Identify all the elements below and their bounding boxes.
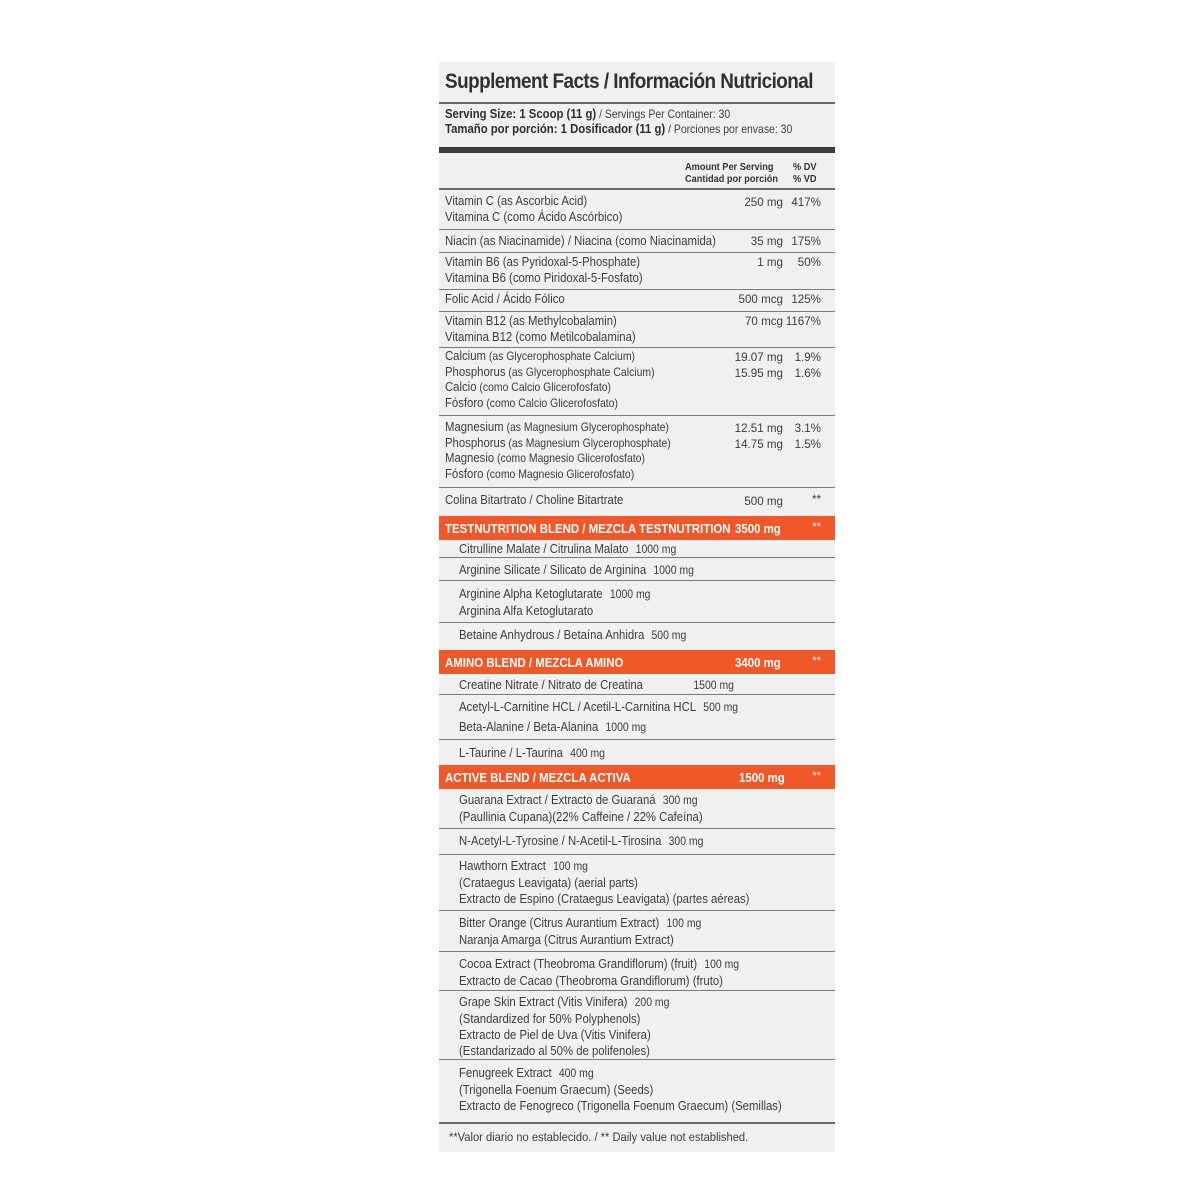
vitamin-b12-amount: 70 mcg <box>744 315 783 328</box>
folic-acid-dv: 125% <box>791 293 821 306</box>
nutrient-choline: Colina Bitartrato / Choline Bitartrate <box>445 493 624 507</box>
phosphorus-mg-amount: 14.75 mg <box>734 438 783 451</box>
nutrient-vitamin-b6: Vitamin B6 (as Pyridoxal-5-Phosphate) Vitamina B6 (como Piridoxal-5-Fosfato) <box>445 255 643 285</box>
phosphorus-mg-dv: 1.5% <box>794 438 821 451</box>
divider <box>439 102 835 104</box>
divider <box>439 289 835 290</box>
panel-title: Supplement Facts / Información Nutricional <box>445 70 813 93</box>
ingredient-hawthorn: Hawthorn Extract 100 mg (Crataegus Leavigata) (aerial parts) Extracto de Espino (Crataegus Leavigata) (partes aéreas) <box>459 859 750 906</box>
divider <box>439 252 835 253</box>
serving-size-en: Serving Size: 1 Scoop (11 g) / Servings Per Container: 30 <box>445 107 731 121</box>
ingredient-cocoa: Cocoa Extract (Theobroma Grandiflorum) (fruit) 100 mg Extracto de Cacao (Theobroma Grandiflorum) (fruto) <box>459 957 740 988</box>
supplement-facts-panel <box>439 62 835 1152</box>
calcium-dv: 1.9% <box>794 351 821 364</box>
divider <box>439 1122 835 1124</box>
calcium-amount: 19.07 mg <box>734 351 783 364</box>
ingredient-acetyl-l-carnitine: Acetyl-L-Carnitine HCL / Acetil-L-Carnitina HCL 500 mg <box>459 700 739 714</box>
divider <box>439 557 835 558</box>
divider <box>439 311 835 312</box>
choline-amount: 500 mg <box>744 495 783 508</box>
vitamin-b12-dv: 1167% <box>785 315 821 328</box>
divider <box>439 990 835 991</box>
nutrient-vitamin-c: Vitamin C (as Ascorbic Acid) Vitamina C (como Ácido Ascórbico) <box>445 194 623 224</box>
ingredient-citrulline: Citrulline Malate / Citrulina Malato 1000 mg <box>459 542 677 556</box>
ingredient-creatine-nitrate: Creatine Nitrate / Nitrato de Creatina 1500 mg <box>459 678 734 692</box>
phosphorus-ca-amount: 15.95 mg <box>734 367 783 380</box>
ingredient-grape-skin: Grape Skin Extract (Vitis Vinifera) 200 mg (Standardized for 50% Polyphenols) Extracto de Piel de Uva (Vitis Vinifera) (Estandarizado al 50% de polifenoles) <box>459 995 670 1058</box>
divider <box>439 910 835 911</box>
ingredient-n-acetyl-l-tyrosine: N-Acetyl-L-Tyrosine / N-Acetil-L-Tirosina 300 mg <box>459 834 704 848</box>
vitamin-c-dv: 417% <box>791 196 821 209</box>
vitamin-b6-dv: 50% <box>797 256 821 269</box>
ingredient-arginine-silicate: Arginine Silicate / Silicato de Arginina 1000 mg <box>459 563 694 577</box>
nutrient-niacin: Niacin (as Niacinamide) / Niacina (como Niacinamida) <box>445 234 716 248</box>
divider <box>439 1059 835 1060</box>
divider <box>439 580 835 581</box>
nutrient-magnesium-phosphorus: Magnesium (as Magnesium Glycerophosphate) Phosphorus (as Magnesium Glycerophosphate) Magnesio (como Magnesio Glicerofosfato) Fósforo (como Magnesio Glicerofosfato) <box>445 420 671 481</box>
phosphorus-ca-dv: 1.6% <box>794 367 821 380</box>
magnesium-amount: 12.51 mg <box>734 422 783 435</box>
niacin-dv: 175% <box>791 235 821 248</box>
ingredient-guarana: Guarana Extract / Extracto de Guaraná 300 mg (Paullinia Cupana)(22% Caffeine / 22% Cafeína) <box>459 793 703 824</box>
divider <box>439 854 835 855</box>
nutrient-vitamin-b12: Vitamin B12 (as Methylcobalamin) Vitamina B12 (como Metilcobalamina) <box>445 314 636 344</box>
amount-header: Amount Per Serving Cantidad por porción <box>685 162 779 185</box>
thick-divider <box>439 147 835 153</box>
ingredient-fenugreek: Fenugreek Extract 400 mg (Trigonella Foenum Graecum) (Seeds) Extracto de Fenogreco (Trigonella Foenum Graecum) (Semillas) <box>459 1066 782 1113</box>
ingredient-arginine-akg: Arginine Alpha Ketoglutarate 1000 mg Arginina Alfa Ketoglutarato <box>459 587 651 618</box>
niacin-amount: 35 mg <box>750 235 783 248</box>
divider <box>439 347 835 348</box>
divider <box>439 188 835 190</box>
vitamin-b6-amount: 1 mg <box>757 256 783 269</box>
ingredient-l-taurine: L-Taurine / L-Taurina 400 mg <box>459 746 605 760</box>
divider <box>439 694 835 695</box>
divider <box>439 415 835 416</box>
ingredient-bitter-orange: Bitter Orange (Citrus Aurantium Extract) 100 mg Naranja Amarga (Citrus Aurantium Extract) <box>459 916 702 947</box>
folic-acid-amount: 500 mcg <box>738 293 783 306</box>
blend-header-active: ACTIVE BLEND / MEZCLA ACTIVA 1500 mg ** <box>439 765 835 789</box>
blend-header-testnutrition: TESTNUTRITION BLEND / MEZCLA TESTNUTRITION 3500 mg ** <box>439 516 835 540</box>
divider <box>439 739 835 740</box>
divider <box>439 828 835 829</box>
divider <box>439 229 835 230</box>
choline-dv: ** <box>811 493 821 506</box>
ingredient-betaine: Betaine Anhydrous / Betaína Anhidra 500 mg <box>459 628 687 642</box>
magnesium-dv: 3.1% <box>794 422 821 435</box>
divider <box>439 622 835 623</box>
serving-size-es: Tamaño por porción: 1 Dosificador (11 g) / Porciones por envase: 30 <box>445 122 793 136</box>
ingredient-beta-alanine: Beta-Alanine / Beta-Alanina 1000 mg <box>459 720 647 734</box>
vitamin-c-amount: 250 mg <box>744 196 783 209</box>
divider <box>439 951 835 952</box>
divider <box>439 487 835 488</box>
nutrient-folic-acid: Folic Acid / Ácido Fólico <box>445 292 565 306</box>
nutrient-calcium-phosphorus: Calcium (as Glycerophosphate Calcium) Phosphorus (as Glycerophosphate Calcium) Calcio (como Calcio Glicerofosfato) Fósforo (como Calcio Glicerofosfato) <box>445 349 655 410</box>
blend-header-amino: AMINO BLEND / MEZCLA AMINO 3400 mg ** <box>439 650 835 674</box>
dv-header: % DV % VD <box>793 162 817 185</box>
footnote: **Valor diario no establecido. / ** Daily value not established. <box>449 1130 749 1144</box>
